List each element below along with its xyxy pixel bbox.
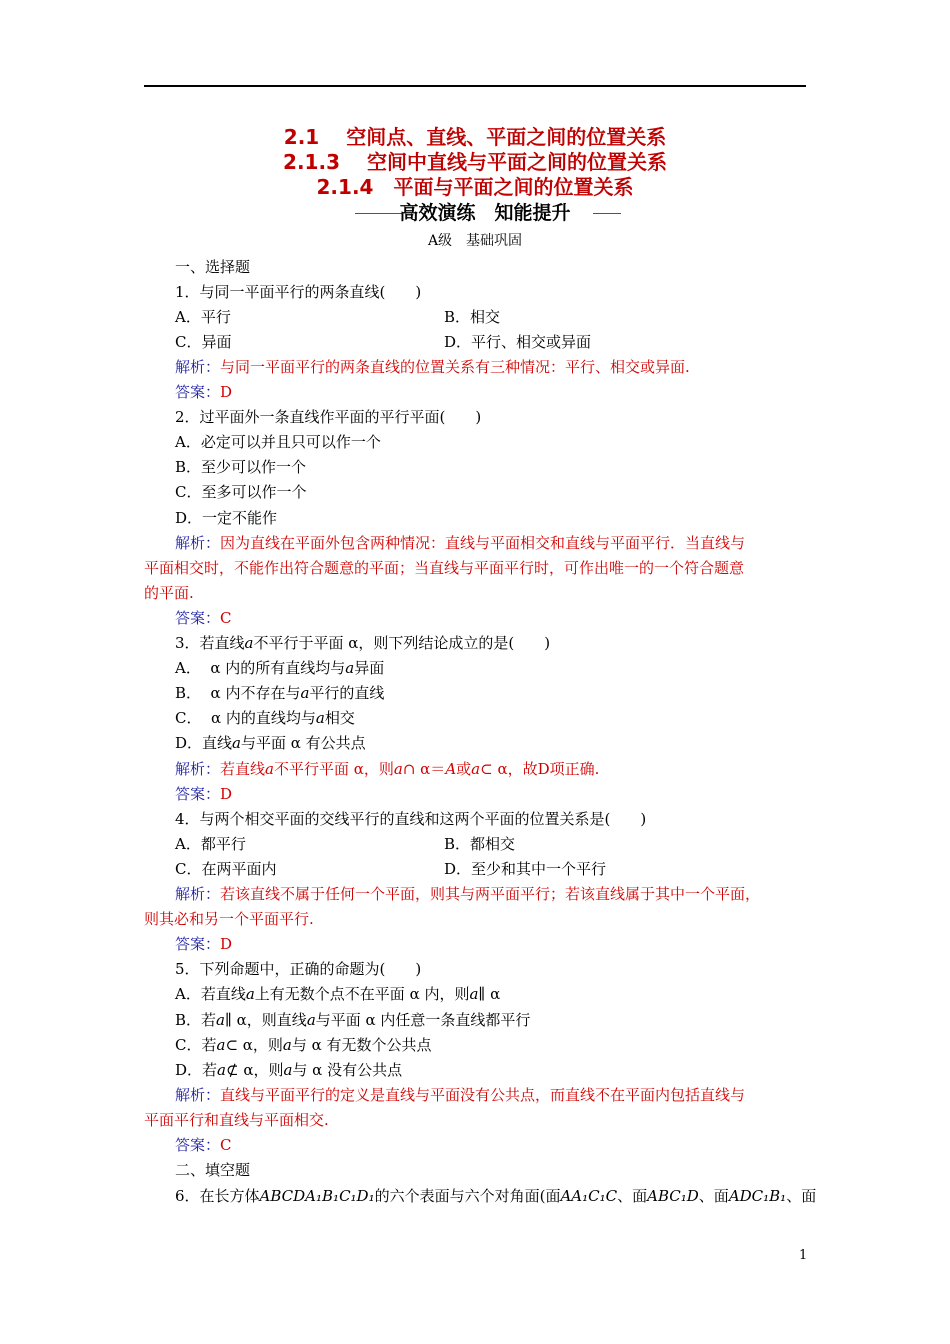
q2-stem: 2．过平面外一条直线作平面的平行平面( ) (175, 408, 482, 426)
q5-option-c: C．若a⊂ α，则a与 α 有无数个公共点 (175, 1036, 432, 1054)
header-rule (144, 85, 806, 87)
q4-explanation-line2: 则其必和另一个平面平行. (144, 910, 314, 928)
q4-stem: 4．与两个相交平面的交线平行的直线和这两个平面的位置关系是( ) (175, 810, 647, 828)
q3-option-a: A． α 内的所有直线均与a异面 (175, 659, 385, 677)
level-heading: A级 基础巩固 (427, 233, 523, 249)
page-number: 1 (799, 1248, 808, 1263)
q2-option-b: B．至少可以作一个 (175, 458, 307, 476)
section-heading-choice: 一、选择题 (175, 258, 251, 276)
q1-option-b: B．相交 (444, 308, 501, 326)
q1-option-a: A．平行 (175, 308, 231, 326)
q4-option-c: C．在两平面内 (175, 860, 277, 878)
q4-explanation-line1: 解析：若该直线不属于任何一个平面，则其与两平面平行；若该直线属于其中一个平面， (175, 885, 761, 903)
subtitle: 高效演练 知能提升 (399, 202, 571, 224)
q5-option-d: D．若a⊄ α，则a与 α 没有公共点 (175, 1061, 403, 1079)
q2-answer: 答案：C (175, 609, 232, 627)
q2-explanation-line2: 平面相交时，不能作出符合题意的平面；当直线与平面平行时，可作出唯一的一个符合题意 (144, 559, 745, 577)
subtitle-rule-right (593, 213, 621, 214)
q2-option-c: C．至多可以作一个 (175, 483, 307, 501)
q5-stem: 5．下列命题中，正确的命题为( ) (175, 960, 422, 978)
q6-stem: 6．在长方体ABCDA₁B₁C₁D₁的六个表面与六个对角面(面AA₁C₁C、面ABC₁D、面ADC₁B₁、面 (175, 1187, 817, 1205)
q3-stem: 3．若直线a不平行于平面 α，则下列结论成立的是( ) (175, 634, 551, 652)
title-section-2-1-4: 2.1.4 平面与平面之间的位置关系 (316, 175, 634, 199)
q3-explanation: 解析：若直线a不平行平面 α，则a∩ α＝A或a⊂ α，故D项正确. (175, 760, 600, 778)
answer-label: 答案： (175, 383, 221, 401)
q5-option-b: B．若a∥ α，则直线a与平面 α 内任意一条直线都平行 (175, 1011, 531, 1029)
q4-option-d: D．至少和其中一个平行 (444, 860, 607, 878)
q5-explanation-line1: 解析：直线与平面平行的定义是直线与平面没有公共点，而直线不在平面内包括直线与 (175, 1086, 746, 1104)
subtitle-banner (355, 201, 615, 225)
q1-explanation: 解析：与同一平面平行的两条直线的位置关系有三种情况：平行、相交或异面. (175, 358, 690, 376)
explanation-label: 解析： (175, 358, 221, 376)
q4-option-a: A．都平行 (175, 835, 246, 853)
q2-explanation-line1: 解析：因为直线在平面外包含两种情况：直线与平面相交和直线与平面平行．当直线与 (175, 534, 746, 552)
q5-option-a: A．若直线a上有无数个点不在平面 α 内，则a∥ α (175, 985, 501, 1003)
q4-answer: 答案：D (175, 935, 233, 953)
q2-explanation-line3: 的平面. (144, 584, 194, 602)
q5-answer: 答案：C (175, 1136, 232, 1154)
q3-option-b: B． α 内不存在与a平行的直线 (175, 684, 385, 702)
q5-explanation-line2: 平面平行和直线与平面相交. (144, 1111, 329, 1129)
q3-option-c: C． α 内的直线均与a相交 (175, 709, 355, 727)
q2-option-a: A．必定可以并且只可以作一个 (175, 433, 381, 451)
q3-answer: 答案：D (175, 785, 233, 803)
title-section-2-1: 2.1 空间点、直线、平面之间的位置关系 (283, 125, 667, 149)
title-section-2-1-3: 2.1.3 空间中直线与平面之间的位置关系 (283, 150, 667, 174)
section-heading-fill: 二、填空题 (175, 1161, 251, 1179)
q4-option-b: B．都相交 (444, 835, 516, 853)
q1-answer: 答案：D (175, 383, 233, 401)
q3-option-d: D．直线a与平面 α 有公共点 (175, 734, 366, 752)
q2-option-d: D．一定不能作 (175, 509, 278, 527)
q1-stem: 1．与同一平面平行的两条直线( ) (175, 283, 422, 301)
q1-option-c: C．异面 (175, 333, 232, 351)
q1-option-d: D．平行、相交或异面 (444, 333, 592, 351)
